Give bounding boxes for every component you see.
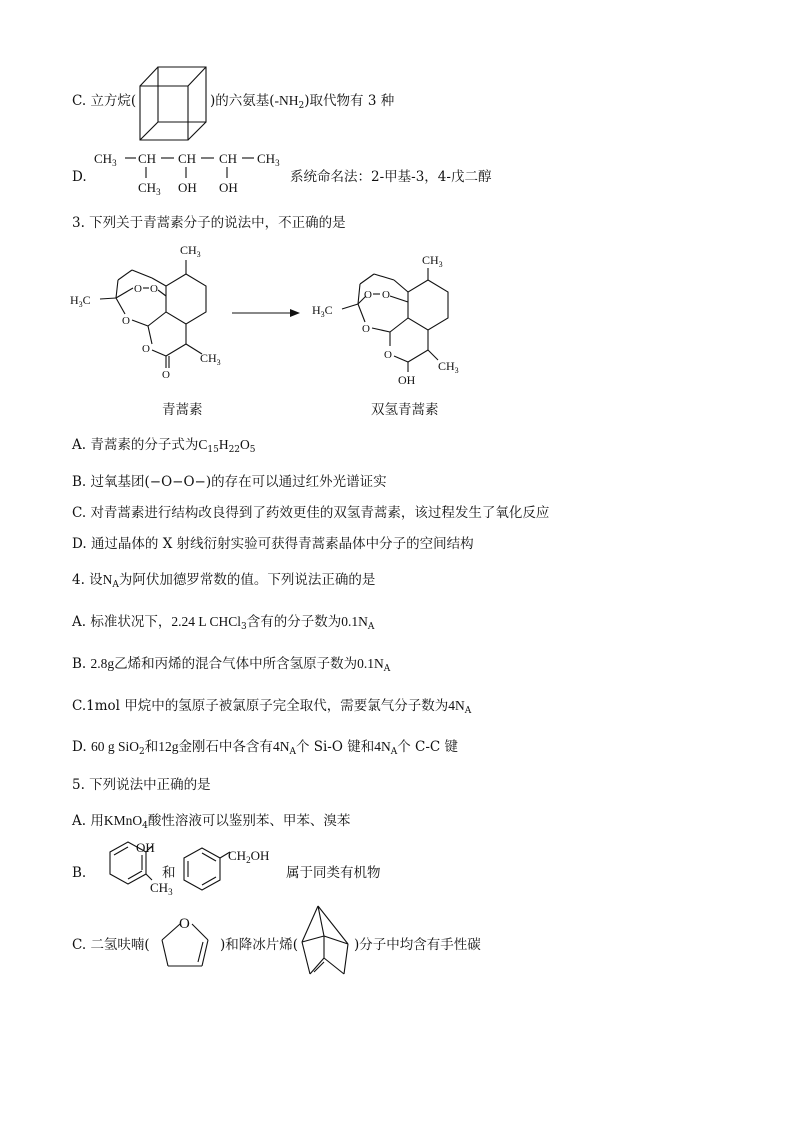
option-text: 乙烯和丙烯的混合气体中所含氢原子数为: [114, 656, 358, 672]
option-label: D.: [72, 739, 87, 755]
option-label: A.: [72, 813, 87, 829]
formula-sub: 2: [138, 747, 145, 757]
option-text: 系统命名法：2-甲基-3，4-戊二醇: [290, 169, 492, 185]
q4-stem: [72, 571, 375, 589]
svg-text:OH: OH: [219, 180, 238, 195]
label-dihydroartemisinin: [371, 401, 439, 419]
cubane-structure: [138, 64, 210, 146]
formula-sub: 15: [207, 445, 219, 455]
quantity: 2.8g: [90, 656, 115, 671]
o-cresol-structure: [90, 840, 173, 900]
option-text-after: )的六氨基(: [210, 93, 275, 109]
svg-text:CH3: $CH_3$: [138, 180, 161, 197]
option-text-end: )取代物有 3 种: [304, 93, 395, 109]
amino-group: -NH: [274, 93, 299, 108]
q2-option-c: [72, 92, 136, 110]
question-stem: 3. 下列关于青蒿素分子的说法中，不正确的是: [72, 215, 346, 231]
q5-option-c-end: [354, 936, 481, 954]
q5-stem: [72, 776, 211, 794]
quantity: 12g: [158, 739, 179, 754]
svg-text:O: O: [382, 289, 390, 301]
option-text: 青蒿素的分子式为: [90, 437, 199, 453]
option-label: D.: [72, 536, 87, 552]
label-artemisinin: [162, 401, 203, 419]
q3-option-c: [72, 504, 549, 522]
q5-option-c: [72, 936, 150, 954]
q3-option-d: [72, 535, 474, 553]
svg-text:CH: CH: [219, 151, 238, 166]
q4-option-c: [72, 697, 471, 715]
stem-part: 为阿伏加德罗常数的值。下列说法正确的是: [118, 572, 376, 588]
option-label: D.: [72, 169, 87, 185]
q5-option-b-text: [286, 864, 381, 882]
svg-text:CH3: $CH_3$: [200, 351, 221, 367]
formula-part: H: [218, 437, 229, 452]
q2-option-d-text: [290, 168, 491, 186]
q5-option-a: [72, 812, 350, 830]
option-label: B.: [72, 474, 87, 490]
svg-text:CH3: $CH_3$: [150, 880, 173, 897]
quantity: 2.24 L CHCl: [171, 614, 241, 629]
q4-option-b: [72, 655, 390, 673]
value-sub: A: [390, 747, 398, 757]
structure-label: 青蒿素: [162, 402, 203, 418]
svg-text:O: O: [142, 343, 150, 355]
formula-part: C: [198, 437, 208, 452]
option-label: C.: [72, 698, 87, 714]
option-label: B.: [72, 656, 87, 672]
quantity: 60 g SiO: [90, 739, 139, 754]
svg-text:O: O: [179, 916, 190, 932]
q4-option-a: [72, 613, 374, 631]
value-sub: A: [367, 622, 375, 632]
formula-part: O: [240, 437, 250, 452]
artemisinin-structure: [70, 240, 240, 380]
option-text: 标准状况下，: [90, 614, 172, 630]
option-text: 酸性溶液可以鉴别苯、甲苯、溴苯: [147, 813, 351, 829]
q4-option-d: [72, 738, 458, 756]
formula-sub: 22: [228, 445, 241, 455]
reagent: KMnO: [103, 813, 143, 828]
option-text: 金刚石中各含有: [178, 739, 273, 755]
option-label: A.: [72, 614, 87, 630]
q3-stem: [72, 214, 346, 232]
structure-label: 双氢青蒿素: [371, 402, 439, 418]
option-text: 1mol 甲烷中的氢原子被氯原子完全取代，需要氯气分子数为: [86, 698, 449, 714]
value: 0.1N: [341, 614, 368, 629]
formula-sub: 3: [240, 622, 247, 632]
svg-text:O: O: [362, 323, 370, 335]
stem-part: 4. 设: [72, 572, 103, 588]
value: 4N: [374, 739, 391, 754]
question-stem: 5. 下列说法中正确的是: [72, 777, 211, 793]
svg-text:O: O: [162, 369, 170, 381]
svg-text:CH3: $CH_3$: [257, 151, 280, 168]
option-text: )和降冰片烯(: [220, 937, 299, 953]
q5-option-b-and: [162, 864, 176, 882]
svg-text:OH: OH: [398, 373, 416, 387]
option-label: C.: [72, 937, 87, 953]
q5-option-b-label: [72, 864, 86, 882]
svg-text:CH3: $CH_3$: [94, 151, 117, 168]
svg-text:CH: CH: [138, 151, 157, 166]
option-text: 含有的分子数为: [246, 614, 342, 630]
option-label: C.: [72, 93, 87, 109]
value: 0.1N: [357, 656, 384, 671]
avogadro-sub: A: [112, 580, 119, 590]
dihydrofuran-structure: [150, 910, 220, 976]
pentanediol-structure: [94, 145, 290, 197]
dihydroartemisinin-structure: [312, 246, 482, 386]
option-text: 用: [90, 813, 104, 829]
svg-text:CH2OH: $CH_2OH$: [228, 848, 270, 865]
svg-text:CH: CH: [178, 151, 197, 166]
svg-text:O: O: [384, 349, 392, 361]
q3-option-b: [72, 473, 387, 491]
svg-text:O: O: [122, 315, 130, 327]
svg-text:CH3: $CH_3$: [180, 243, 201, 259]
value-sub: A: [383, 664, 391, 674]
formula-sub: 4: [142, 821, 148, 831]
norbornene-structure: [296, 902, 356, 984]
formula-sub: 5: [249, 445, 256, 455]
q5-option-c-mid: [220, 936, 298, 954]
svg-text:O: O: [134, 283, 142, 295]
svg-text:CH3: $CH_3$: [422, 253, 443, 269]
svg-text:O: O: [150, 283, 158, 295]
option-text: 二氢呋喃(: [90, 937, 150, 953]
option-text: 对青蒿素进行结构改良得到了药效更佳的双氢青蒿素，该过程发生了氧化反应: [90, 505, 550, 521]
svg-text:OH: OH: [178, 180, 197, 195]
option-label: B.: [72, 865, 87, 881]
avogadro-symbol: N: [102, 572, 113, 587]
svg-text:CH3: $CH_3$: [438, 359, 459, 375]
option-text: 个 C-C 键: [397, 739, 459, 755]
value-sub: A: [464, 706, 472, 716]
svg-text:OH: OH: [136, 840, 155, 855]
conjunction: 和: [162, 865, 176, 881]
option-text-before: 立方烷(: [90, 93, 137, 109]
option-label: A.: [72, 437, 87, 453]
option-text: )分子中均含有手性碳: [354, 937, 481, 953]
value: 4N: [272, 739, 290, 754]
option-text: 和: [144, 739, 159, 755]
q2-option-c-tail: [210, 92, 394, 110]
option-label: C.: [72, 505, 87, 521]
value-sub: A: [289, 747, 296, 757]
q3-option-a: [72, 436, 256, 454]
svg-text:H3C: $H_3C$: [70, 293, 91, 309]
reaction-arrow-icon: [232, 306, 302, 320]
svg-text:H3C: $H_3C$: [312, 303, 333, 319]
option-text: 通过晶体的 X 射线衍射实验可获得青蒿素晶体中分子的空间结构: [90, 536, 474, 552]
value: 4N: [448, 698, 465, 713]
option-text: 过氧基团(−O−O−)的存在可以通过红外光谱证实: [90, 474, 387, 490]
option-text: 个 Si-O 键和: [295, 739, 375, 755]
benzyl-alcohol-structure: [176, 840, 286, 896]
amino-sub: 2: [298, 101, 305, 111]
svg-text:O: O: [364, 289, 372, 301]
q2-option-d-label: [72, 168, 87, 186]
option-text: 属于同类有机物: [286, 865, 381, 881]
